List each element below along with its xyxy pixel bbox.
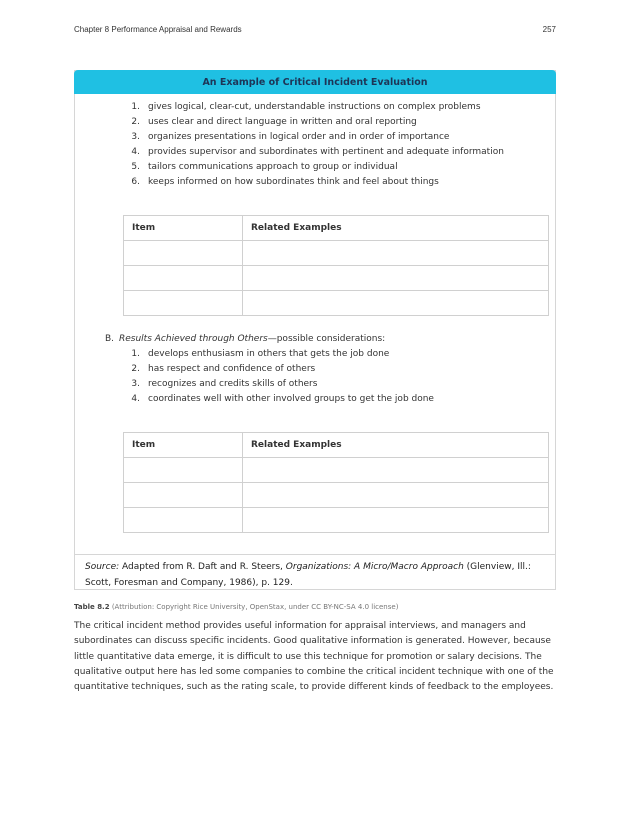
list-b xyxy=(123,347,434,407)
box-title: An Example of Critical Incident Evaluation xyxy=(74,70,556,94)
table-row xyxy=(124,291,549,316)
examples-table-1 xyxy=(123,215,549,316)
table-row xyxy=(124,458,549,483)
table-row xyxy=(124,483,549,508)
list-a xyxy=(123,100,504,190)
list-item: 3. recognizes and credits skills of others xyxy=(131,379,318,389)
table-row xyxy=(124,508,549,533)
section-b-title: Results Achieved through Others xyxy=(119,334,268,344)
list-item: 4. provides supervisor and subordinates with pertinent and adequate information xyxy=(131,147,504,157)
column-header-examples: Related Examples xyxy=(243,433,549,458)
caption-attribution: (Attribution: Copyright Rice University, OpenStax, under CC BY-NC-SA 4.0 license) xyxy=(109,603,399,611)
caption-label: Table 8.2 xyxy=(74,603,110,611)
feature-box xyxy=(74,70,556,590)
list-item: 5. tailors communications approach to group or individual xyxy=(131,162,398,172)
list-item: 6. keeps informed on how subordinates think and feel about things xyxy=(131,177,439,187)
list-item: 3. organizes presentations in logical order and in order of importance xyxy=(131,132,450,142)
table-row xyxy=(124,241,549,266)
list-item: 2. has respect and confidence of others xyxy=(131,364,316,374)
running-head xyxy=(74,25,556,34)
list-item: 1. develops enthusiasm in others that gets the job done xyxy=(131,349,390,359)
examples-table-2 xyxy=(123,432,549,533)
book-title: Organizations: A Micro/Macro Approach xyxy=(285,562,464,572)
list-item: 4. coordinates well with other involved groups to get the job done xyxy=(131,394,434,404)
source-note: Source: Adapted from R. Daft and R. Steers, Organizations: A Micro/Macro Approach (Glenview, Ill.: Scott, Foresman and Company, 1986), p. 129. xyxy=(75,554,555,591)
body-paragraph: The critical incident method provides useful information for appraisal interviews, and managers and subordinates can discuss specific incidents. Good qualitative information is generated. However, because little quantitative data emerge, it is difficult to use this technique for promotion or salary decisions. The qualitative output here has led some companies to combine the critical incident technique with one of the quantitative techniques, such as the rating scale, to provide different kinds of feedback to the employees. xyxy=(74,621,554,693)
list-item: 1. gives logical, clear-cut, understandable instructions on complex problems xyxy=(131,102,481,112)
page-number: 257 xyxy=(542,25,556,34)
table-caption xyxy=(74,603,398,611)
column-header-examples: Related Examples xyxy=(243,216,549,241)
column-header-item: Item xyxy=(124,433,243,458)
list-item: 2. uses clear and direct language in written and oral reporting xyxy=(131,117,417,127)
chapter-title: Chapter 8 Performance Appraisal and Rewards xyxy=(74,25,242,34)
column-header-item: Item xyxy=(124,216,243,241)
section-b-heading: B. Results Achieved through Others—possible considerations: xyxy=(105,334,386,344)
source-label: Source: xyxy=(85,562,120,572)
table-row xyxy=(124,266,549,291)
